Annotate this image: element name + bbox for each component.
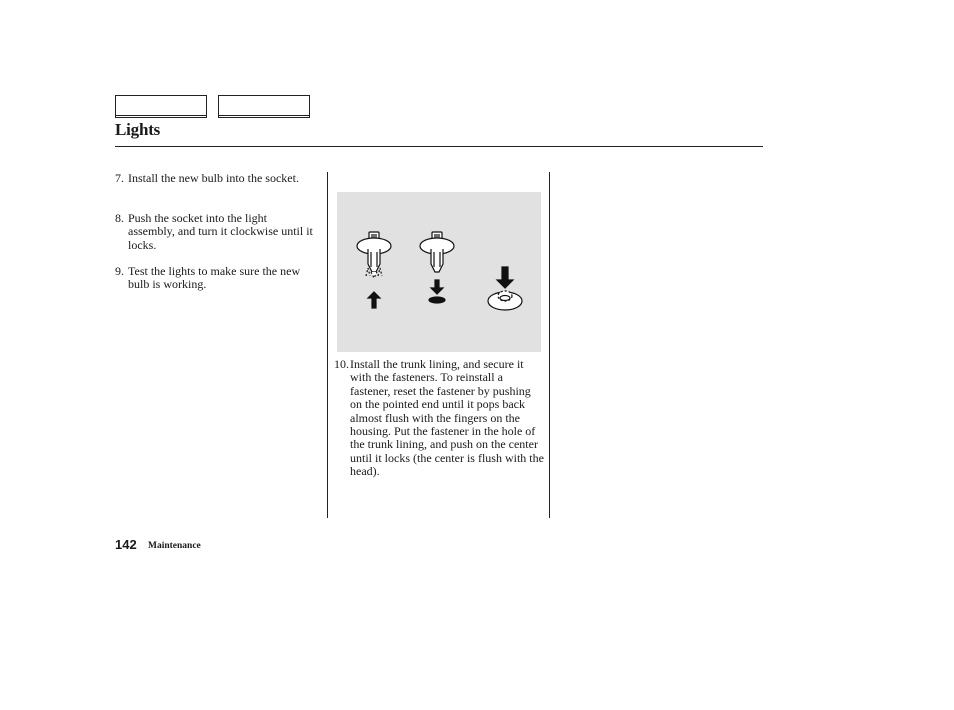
step-text: Push the socket into the light assembly, and turn it clockwise until it locks. [128, 211, 313, 252]
step-text: Install the new bulb into the socket. [128, 171, 299, 185]
arrow-down-large-icon [497, 267, 513, 288]
fastener-reset-icon [357, 232, 391, 278]
step-number: 10. [334, 357, 349, 371]
section-name: Maintenance [148, 541, 201, 551]
header-tab-left [115, 95, 207, 118]
step-text: Install the trunk lining, and secure it with the fasteners. To reinstall a fastener, reset the fastener by pushing on the pointed end until it pops back almost flush with the fingers on the housing. Put the fastener in the hole of the trunk lining, and push on the center until it locks (the center is flush with the head). [350, 357, 544, 479]
arrow-up-icon [368, 292, 380, 308]
step-number: 9. [115, 264, 124, 278]
step-number: 7. [115, 171, 124, 185]
step-number: 8. [115, 211, 124, 225]
fastener-diagram [337, 192, 541, 352]
page-number: 142 [115, 537, 137, 552]
page-title: Lights [115, 120, 161, 139]
fastener-pushed-icon [420, 232, 454, 272]
step-7 [115, 172, 315, 185]
arrow-down-icon [431, 280, 443, 294]
step-8 [115, 212, 315, 252]
column-divider-left [327, 172, 328, 518]
header-tab-right [218, 95, 310, 118]
step-9 [115, 265, 315, 292]
title-divider [115, 146, 763, 147]
step-10 [334, 358, 544, 479]
step-text: Test the lights to make sure the new bulb is working. [128, 264, 301, 292]
column-divider-right [549, 172, 550, 518]
push-fastener-illustration [337, 192, 541, 352]
